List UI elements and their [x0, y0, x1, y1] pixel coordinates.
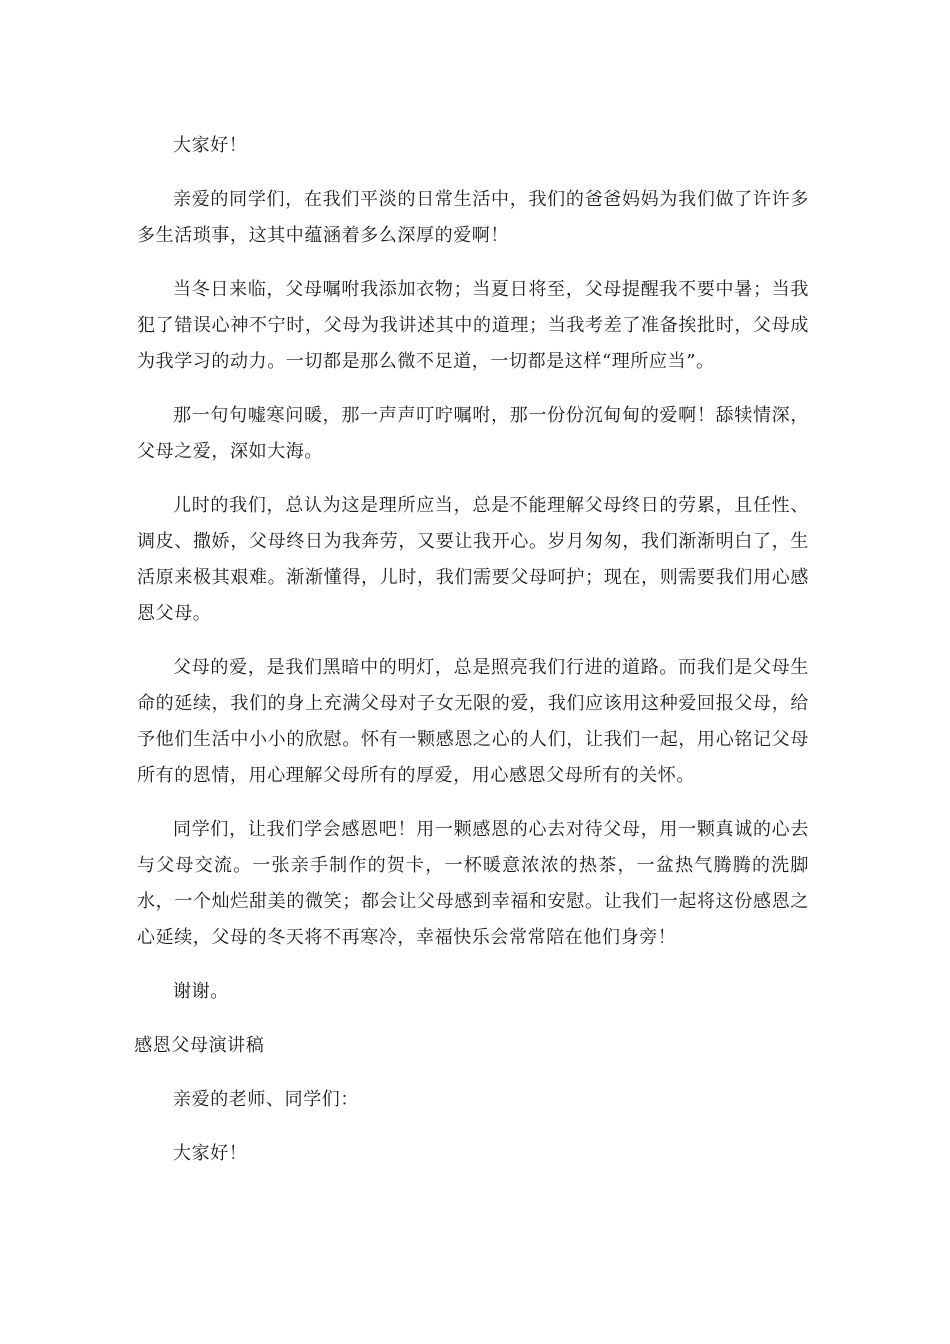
body-paragraph-2: 当冬日来临，父母嘱咐我添加衣物；当夏日将至，父母提醒我不要中暑；当我犯了错误心神不宁时，父母为我讲述其中的道理；当我考差了准备挨批时，父母成为我学习的动力。一切都是那么微不足道，一切都是这样“理所应当”。: [137, 279, 809, 372]
body-paragraph-3: 那一句句嘘寒问暖，那一声声叮咛嘱咐，那一份份沉甸甸的爱啊！舔犊情深，父母之爱，深如大海。: [137, 405, 809, 462]
body-paragraph-5: 父母的爱，是我们黑暗中的明灯，总是照亮我们行进的道路。而我们是父母生命的延续，我们的身上充满父母对子女无限的爱，我们应该用这种爱回报父母，给予他们生活中小小的欣慰。怀有一颗感恩之心的人们，让我们一起，用心铭记父母所有的恩情，用心理解父母所有的厚爱，用心感恩父母所有的关怀。: [137, 657, 809, 786]
body-paragraph-6: 同学们，让我们学会感恩吧！用一颗感恩的心去对待父母，用一颗真诚的心去与父母交流。一张亲手制作的贺卡，一杯暖意浓浓的热茶，一盆热气腾腾的洗脚水，一个灿烂甜美的微笑；都会让父母感到幸福和安慰。让我们一起将这份感恩之心延续，父母的冬天将不再寒冷，幸福快乐会常常陪在他们身旁！: [137, 819, 809, 948]
speech-title: 感恩父母演讲稿: [134, 1035, 265, 1056]
salutation: 亲爱的老师、同学们：: [173, 1089, 359, 1110]
greeting-paragraph: 大家好！: [173, 135, 248, 156]
document-body: [134, 128, 809, 1190]
body-paragraph-4: 儿时的我们，总认为这是理所应当，总是不能理解父母终日的劳累，且任性、调皮、撒娇，父母终日为我奔劳，又要让我开心。岁月匆匆，我们渐渐明白了，生活原来极其艰难。渐渐懂得，儿时，我们需要父母呵护；现在，则需要我们用心感恩父母。: [137, 495, 809, 624]
second-greeting: 大家好！: [173, 1143, 248, 1164]
body-paragraph-1: 亲爱的同学们，在我们平淡的日常生活中，我们的爸爸妈妈为我们做了许许多多生活琐事，这其中蕴涵着多么深厚的爱啊！: [137, 189, 809, 246]
closing-thanks: 谢谢。: [173, 981, 229, 1002]
